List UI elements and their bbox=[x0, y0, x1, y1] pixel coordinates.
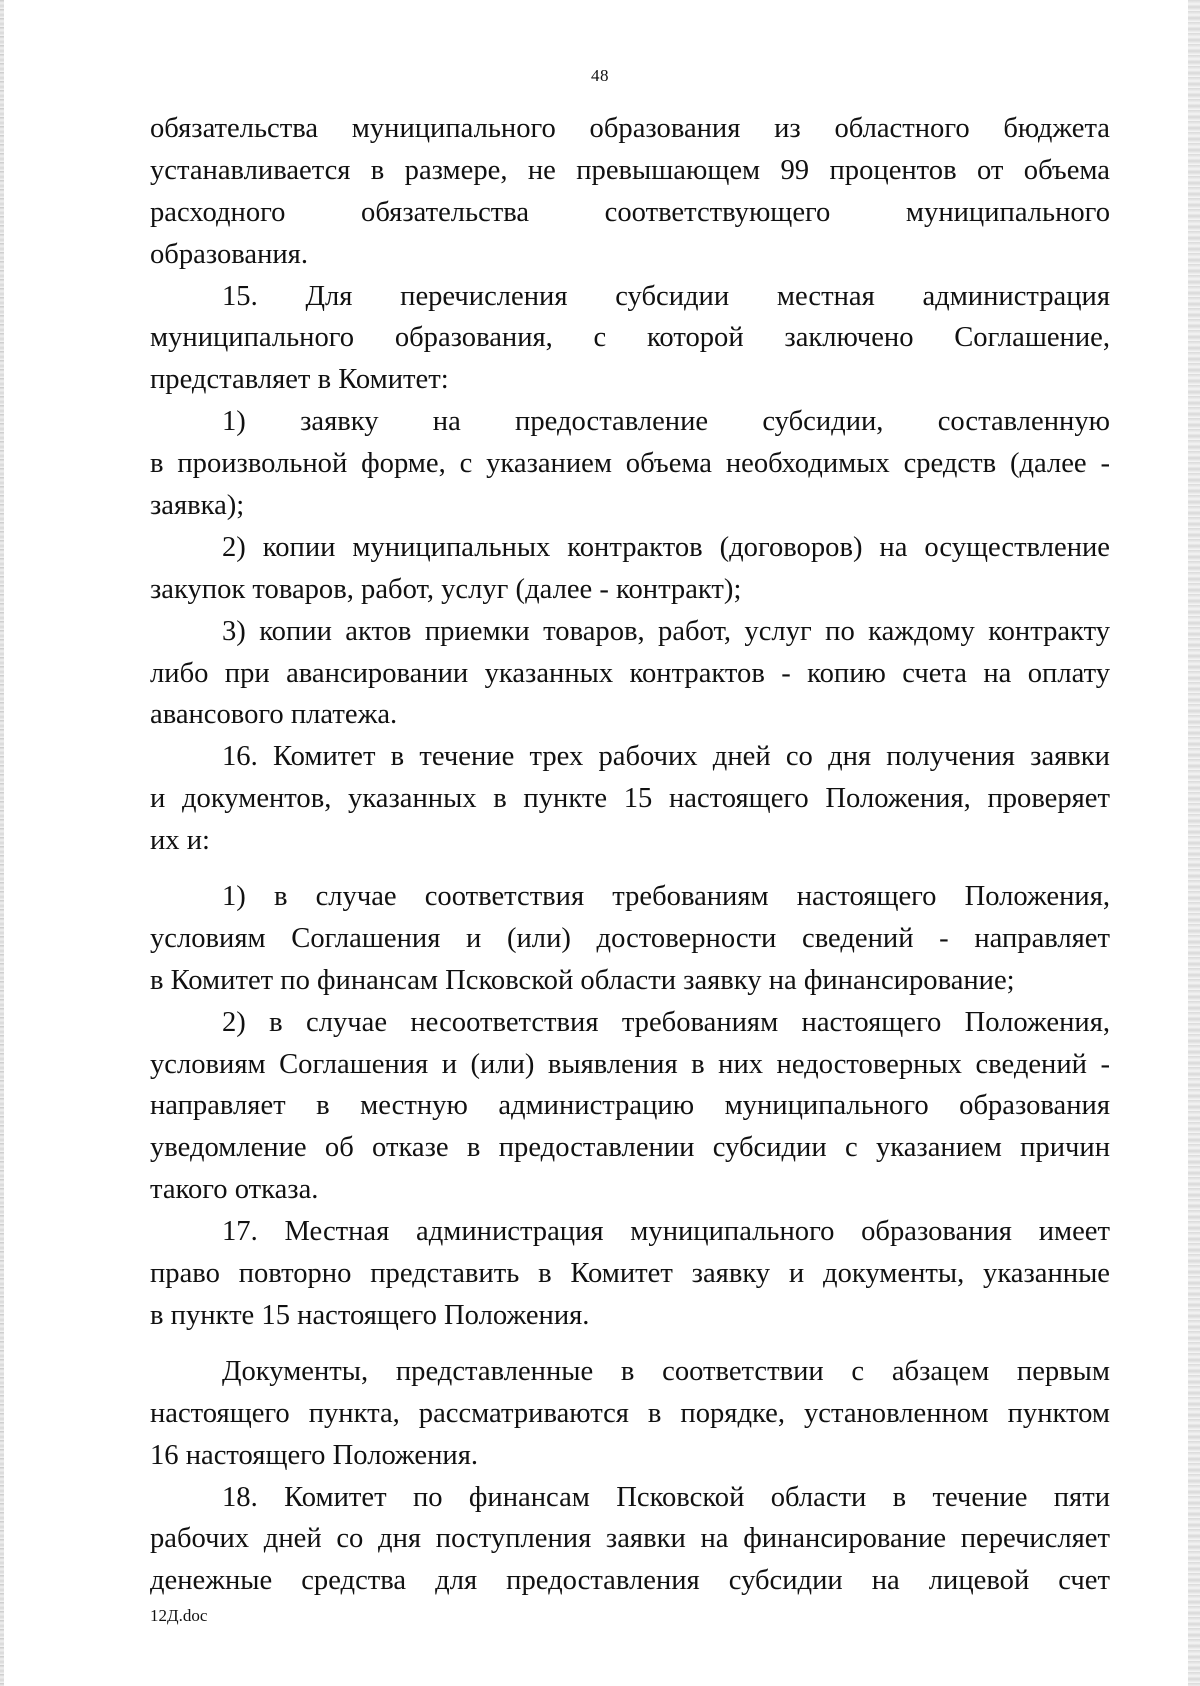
text-line: их и: bbox=[150, 825, 210, 857]
text-line: заявка); bbox=[150, 490, 245, 522]
paragraph-gap bbox=[150, 862, 1110, 876]
text-line: и документов, указанных в пункте 15 настоящего Положения, проверяет bbox=[150, 783, 1110, 815]
text-line: в Комитет по финансам Псковской области заявку на финансирование; bbox=[150, 964, 1015, 996]
text-line: муниципального образования, с которой заключено Соглашение, bbox=[150, 322, 1110, 354]
text-line: 16. Комитет в течение трех рабочих дней со дня получения заявки bbox=[222, 741, 1110, 773]
text-line: 17. Местная администрация муниципального образования имеет bbox=[222, 1216, 1110, 1248]
text-line: в произвольной форме, с указанием объема необходимых средств (далее - bbox=[150, 448, 1110, 480]
text-line: 2) копии муниципальных контрактов (договоров) на осуществление bbox=[222, 531, 1110, 563]
text-line: право повторно представить в Комитет заявку и документы, указанные bbox=[150, 1258, 1110, 1290]
text-line: образования. bbox=[150, 238, 308, 270]
text-line: авансового платежа. bbox=[150, 699, 398, 731]
paragraph-gap bbox=[150, 1337, 1110, 1351]
scan-edge-right bbox=[1188, 0, 1200, 1686]
text-line: 1) в случае соответствия требованиям настоящего Положения, bbox=[222, 881, 1110, 913]
text-line: Документы, представленные в соответствии с абзацем первым bbox=[222, 1355, 1110, 1387]
text-line: представляет в Комитет: bbox=[150, 364, 449, 396]
scan-edge-left bbox=[0, 0, 4, 1686]
text-line: условиям Соглашения и (или) выявления в них недостоверных сведений - bbox=[150, 1048, 1110, 1080]
text-line: расходного обязательства соответствующего муниципального bbox=[150, 196, 1110, 228]
text-line: 18. Комитет по финансам Псковской области в течение пяти bbox=[222, 1481, 1110, 1513]
text-line: устанавливается в размере, не превышающем 99 процентов от объема bbox=[150, 154, 1110, 186]
text-line: 15. Для перечисления субсидии местная администрация bbox=[222, 280, 1110, 312]
body-text bbox=[150, 108, 1110, 1602]
footer-filename: 12Д.doc bbox=[150, 1606, 208, 1625]
text-line: обязательства муниципального образования из областного бюджета bbox=[150, 113, 1110, 144]
text-line: в пункте 15 настоящего Положения. bbox=[150, 1299, 590, 1331]
text-line: 3) копии актов приемки товаров, работ, услуг по каждому контракту bbox=[222, 615, 1110, 647]
text-line: 2) в случае несоответствия требованиям настоящего Положения, bbox=[222, 1006, 1110, 1038]
text-line: настоящего пункта, рассматриваются в порядке, установленном пунктом bbox=[150, 1397, 1110, 1429]
page-number: 48 bbox=[591, 66, 609, 85]
text-line: условиям Соглашения и (или) достоверности сведений - направляет bbox=[150, 922, 1110, 954]
text-line: денежные средства для предоставления субсидии на лицевой счет bbox=[150, 1565, 1110, 1597]
text-line: такого отказа. bbox=[150, 1174, 319, 1206]
text-line: закупок товаров, работ, услуг (далее - контракт); bbox=[150, 573, 742, 605]
text-line: направляет в местную администрацию муниципального образования bbox=[150, 1090, 1110, 1122]
text-line: уведомление об отказе в предоставлении субсидии с указанием причин bbox=[150, 1132, 1110, 1164]
text-line: либо при авансировании указанных контрактов - копию счета на оплату bbox=[150, 657, 1110, 689]
text-line: рабочих дней со дня поступления заявки на финансирование перечисляет bbox=[150, 1523, 1110, 1555]
text-line: 16 настоящего Положения. bbox=[150, 1439, 479, 1471]
text-line: 1) заявку на предоставление субсидии, составленную bbox=[222, 406, 1110, 438]
